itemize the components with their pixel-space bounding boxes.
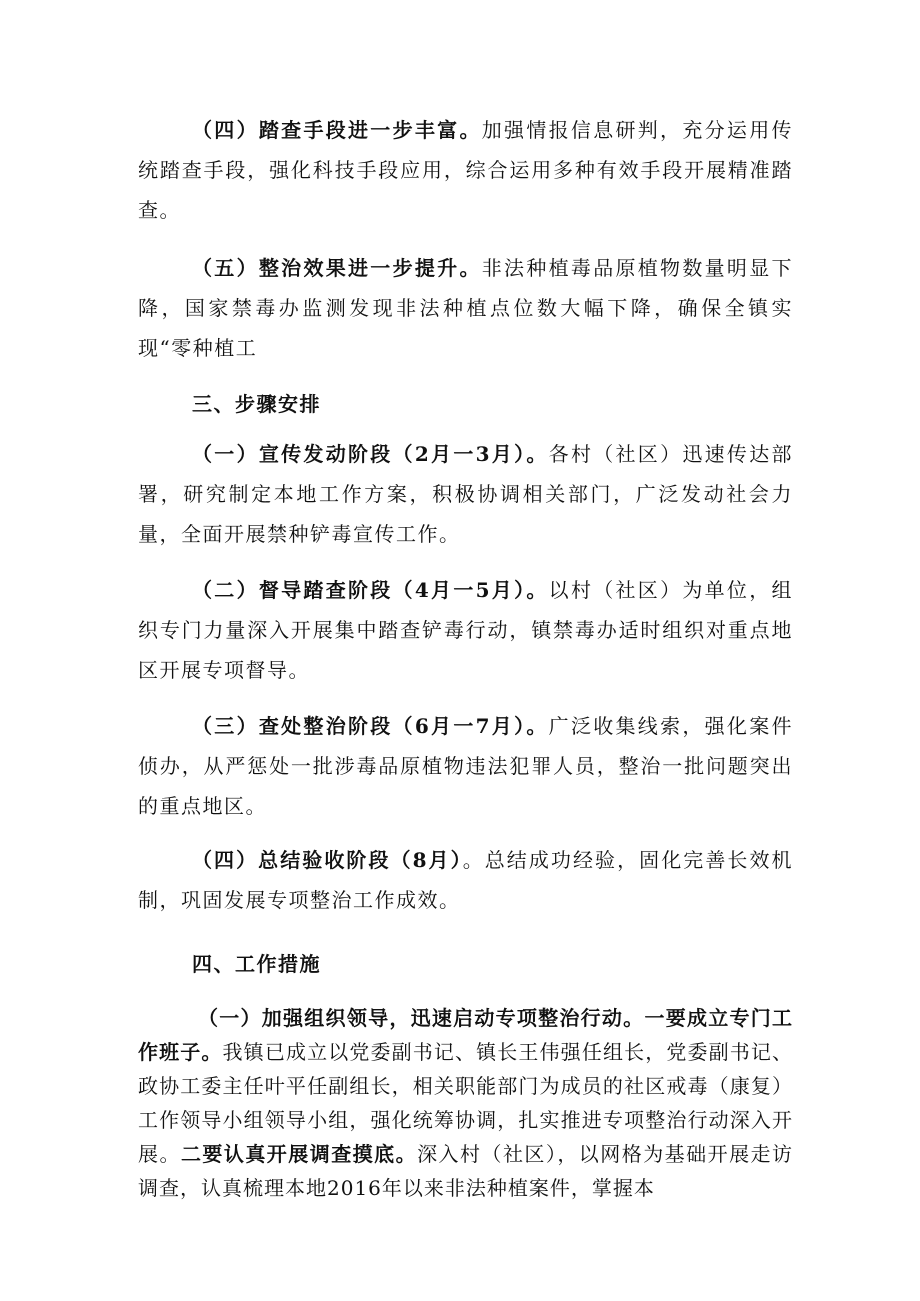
paragraph-text: 广泛收集线索，强化案件侦办，从严惩处一批涉毒品原植物违法犯罪人员，整治一批问题突出的重点地区。 bbox=[138, 714, 793, 818]
paragraph-text: 非法种植毒品原植物数量明显下降，国家禁毒办监测发现非法种植点位数大幅下降，确保全镇实现“零种植工 bbox=[138, 256, 793, 360]
paragraph-rectification-effect bbox=[138, 248, 793, 368]
paragraph-lead: （四）踏查手段进一步丰富。 bbox=[192, 118, 482, 142]
paragraph-inspection-means bbox=[138, 110, 793, 230]
paragraph-lead: （一）加强组织领导，迅速启动专项整治行动。一要成立专门工作班子。 bbox=[138, 1006, 793, 1064]
paragraph-lead: （五）整治效果进一步提升。 bbox=[192, 256, 482, 280]
paragraph-investigation-stage bbox=[138, 706, 793, 826]
paragraph-publicity-stage bbox=[138, 434, 793, 554]
paragraph-text: 。总结成功经验，固化完善长效机制，巩固发展专项整治工作成效。 bbox=[138, 848, 794, 912]
paragraph-text: 加强情报信息研判，充分运用传统踏查手段，强化科技手段应用，综合运用多种有效手段开展精准踏查。 bbox=[138, 118, 793, 222]
section-heading-steps: 三、步骤安排 bbox=[192, 392, 321, 416]
paragraph-lead: （二）督导踏查阶段（4月一5月）。 bbox=[192, 578, 549, 602]
paragraph-summary-stage bbox=[138, 840, 793, 920]
paragraph-lead: （四）总结验收阶段（8月） bbox=[192, 848, 463, 872]
paragraph-lead: （三）查处整治阶段（6月一7月）。 bbox=[192, 714, 549, 738]
paragraph-supervision-stage bbox=[138, 570, 793, 690]
paragraph-text-secondary: 深入村（社区），以网格为基础开展走访调查，认真梳理本地2016年以来非法种植案件，掌握本 bbox=[138, 1142, 794, 1200]
paragraph-lead: （一）宣传发动阶段（2月一3月）。 bbox=[192, 442, 549, 466]
paragraph-text: 以村（社区）为单位，组织专门力量深入开展集中踏查铲毒行动，镇禁毒办适时组织对重点地区开展专项督导。 bbox=[138, 578, 793, 682]
paragraph-text: 我镇已成立以党委副书记、镇长王伟强任组长，党委副书记、政协工委主任叶平任副组长，相关职能部门为成员的社区戒毒（康复）工作领导小组领导小组，强化统筹协调，扎实推进专项整治行动深入开展。 bbox=[138, 1040, 794, 1166]
paragraph-organization-leadership bbox=[138, 1001, 793, 1205]
paragraph-text: 各村（社区）迅速传达部署，研究制定本地工作方案，积极协调相关部门，广泛发动社会力量，全面开展禁种铲毒宣传工作。 bbox=[138, 442, 793, 546]
paragraph-lead-secondary: 二要认真开展调查摸底。 bbox=[180, 1142, 418, 1166]
section-heading-measures: 四、工作措施 bbox=[192, 952, 321, 976]
